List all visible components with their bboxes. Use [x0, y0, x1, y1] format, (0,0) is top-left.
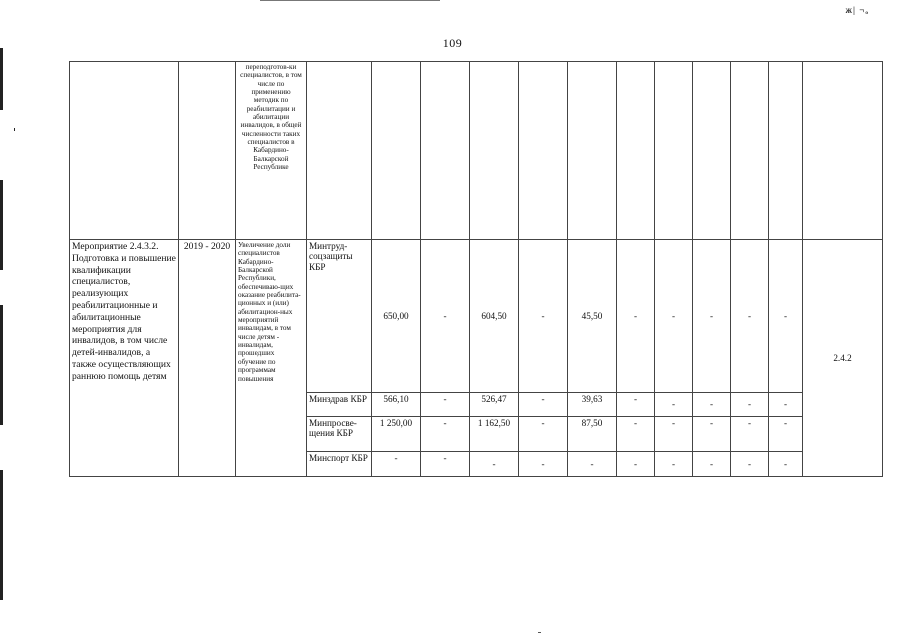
value-cell: 650,00 — [372, 240, 421, 393]
executor-cell: Минспорт КБР — [307, 452, 372, 477]
scan-edge-mark — [14, 128, 15, 131]
value-cell: - — [519, 393, 568, 417]
executor-cell: Минтруд-соцзащиты КБР — [307, 240, 372, 393]
value-cell: - — [693, 240, 731, 393]
value-cell: - — [769, 417, 803, 452]
value-cell: - — [421, 240, 470, 393]
value-cell: 604,50 — [470, 240, 519, 393]
value-cell: - — [617, 240, 655, 393]
cell-empty — [731, 62, 769, 240]
executor-cell: Минздрав КБР — [307, 393, 372, 417]
value-cell: - — [372, 452, 421, 477]
value-cell: - — [731, 417, 769, 452]
cell-empty — [617, 62, 655, 240]
cell-empty — [470, 62, 519, 240]
continuation-row — [70, 62, 883, 240]
table-row — [70, 240, 883, 393]
value-cell: - — [421, 393, 470, 417]
value-cell: - — [470, 452, 519, 477]
corner-scan-mark: ж| ¬ₒ — [845, 5, 869, 15]
executor-cell: Минпросве-щения КБР — [307, 417, 372, 452]
scan-edge-mark — [0, 48, 3, 110]
value-cell: 526,47 — [470, 393, 519, 417]
cell-empty — [769, 62, 803, 240]
value-cell: - — [769, 393, 803, 417]
value-cell: - — [769, 452, 803, 477]
value-cell: - — [519, 452, 568, 477]
value-cell: 1 250,00 — [372, 417, 421, 452]
cell-empty — [519, 62, 568, 240]
indicator-continuation-text: переподготов-ки специалистов, в том числе по применению методик по реабилитации и абилитации инвалидов, в общей численности таких специалистов в Кабардино-Балкарской Республике — [236, 62, 307, 240]
value-cell: - — [655, 240, 693, 393]
value-cell: - — [617, 393, 655, 417]
value-cell: 87,50 — [568, 417, 617, 452]
value-cell: - — [568, 452, 617, 477]
scan-dot — [538, 632, 541, 633]
scan-edge-mark — [0, 180, 3, 270]
value-cell: 45,50 — [568, 240, 617, 393]
value-cell: - — [421, 452, 470, 477]
value-cell: 1 162,50 — [470, 417, 519, 452]
value-cell: - — [655, 393, 693, 417]
value-cell: - — [693, 417, 731, 452]
page-number: 109 — [442, 36, 463, 50]
value-cell: - — [655, 452, 693, 477]
value-cell: 566,10 — [372, 393, 421, 417]
value-cell: - — [769, 240, 803, 393]
measure-name: Мероприятие 2.4.3.2. Подготовка и повышение квалификации специалистов, реализующих реабилитационные и абилитационные мероприятия для инвалидов, в том числе детей-инвалидов, а также осуществляющих раннюю помощь детям — [70, 240, 179, 477]
value-cell: - — [731, 452, 769, 477]
cell-empty — [421, 62, 470, 240]
cell-empty — [307, 62, 372, 240]
value-cell: - — [731, 393, 769, 417]
scan-edge-mark — [0, 305, 3, 425]
value-cell: - — [731, 240, 769, 393]
value-cell: - — [617, 452, 655, 477]
cell-empty — [803, 62, 883, 240]
cell-empty — [70, 62, 179, 240]
cell-empty — [372, 62, 421, 240]
value-cell: - — [519, 240, 568, 393]
value-cell: - — [655, 417, 693, 452]
measures-table — [69, 61, 883, 477]
value-cell: - — [693, 452, 731, 477]
cell-empty — [179, 62, 236, 240]
cell-empty — [568, 62, 617, 240]
measure-period: 2019 - 2020 — [179, 240, 236, 477]
cell-empty — [655, 62, 693, 240]
indicator-link: 2.4.2 — [803, 240, 883, 477]
scan-edge-mark — [0, 470, 3, 600]
value-cell: - — [519, 417, 568, 452]
value-cell: - — [421, 417, 470, 452]
cell-empty — [693, 62, 731, 240]
program-table — [69, 61, 882, 476]
value-cell: 39,63 — [568, 393, 617, 417]
value-cell: - — [693, 393, 731, 417]
scan-edge-mark — [260, 0, 440, 1]
measure-indicator: Увеличение доли специалистов Кабардино-Балкарской Республики, обеспечиваю-щих оказание реабилита-ционных и (или) абилитацион-ных мероприятий инвалидам, в том числе детям - инвалидам, прошедших обучение по программам повышения — [236, 240, 307, 477]
value-cell: - — [617, 417, 655, 452]
